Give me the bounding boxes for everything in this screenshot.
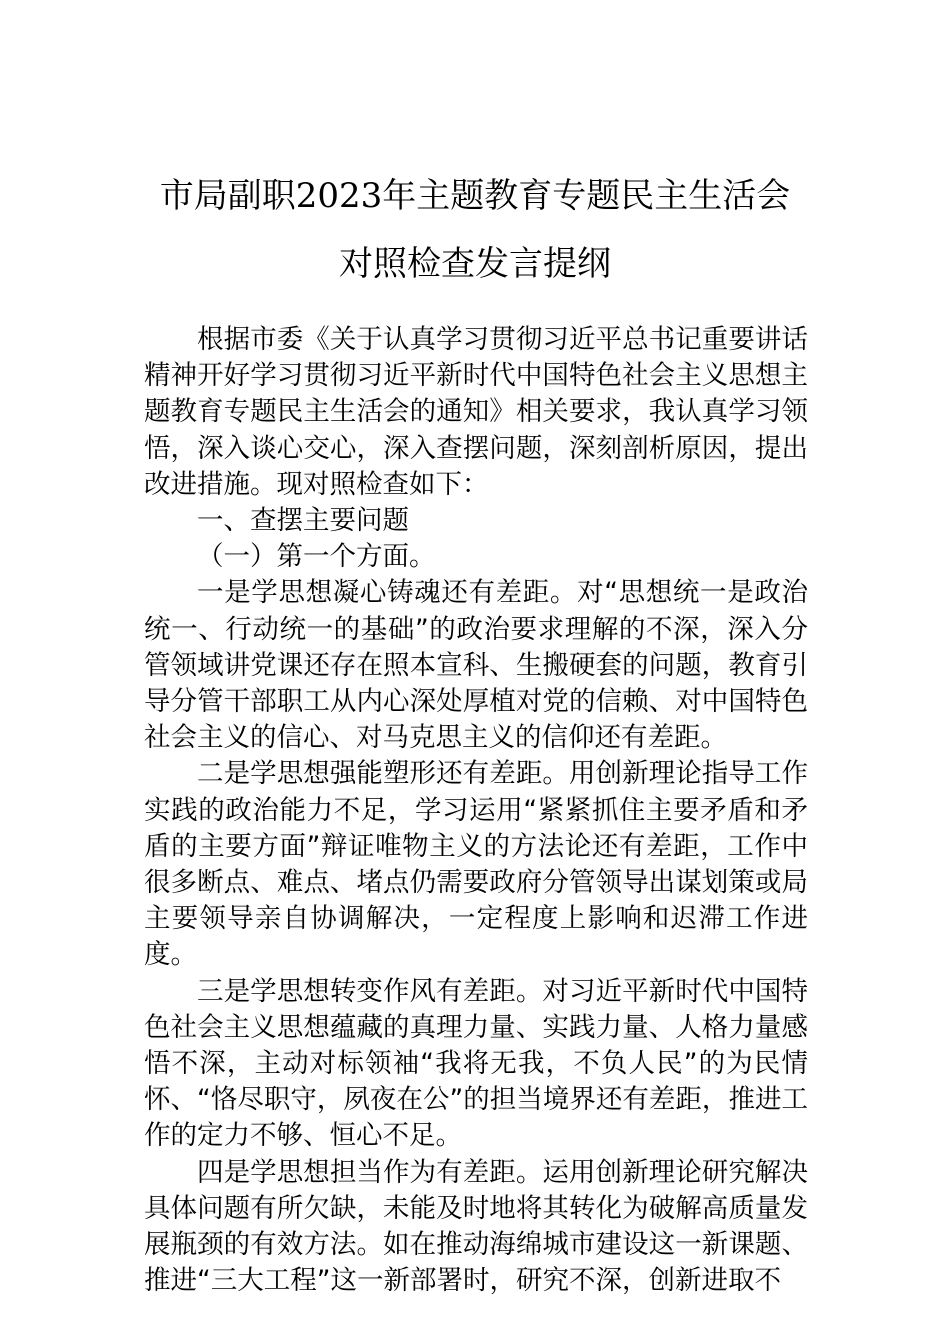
issue-paragraph-1: 一是学思想凝心铸魂还有差距。对“思想统一是政治统一、行动统一的基础”的政治要求理解的不深，深入分管领域讲党课还存在照本宣科、生搬硬套的问题，教育引导分管干部职工从内心深处厚植对党的信赖、对中国特色社会主义的信心、对马克思主义的信仰还有差距。 (144, 577, 808, 754)
title-line-1: 市局副职2023年主题教育专题民主生活会 (159, 176, 791, 216)
issue-paragraph-2: 二是学思想强能塑形还有差距。用创新理论指导工作实践的政治能力不足，学习运用“紧紧抓住主要矛盾和矛盾的主要方面”辩证唯物主义的方法论还有差距，工作中很多断点、难点、堵点仍需要政府分管领导出谋划策或局主要领导亲自协调解决，一定程度上影响和迟滞工作进度。 (144, 758, 808, 971)
intro-paragraph: 根据市委《关于认真学习贯彻习近平总书记重要讲话精神开好学习贯彻习近平新时代中国特色社会主义思想主题教育专题民主生活会的通知》相关要求，我认真学习领悟，深入谈心交心，深入查摆问题，深刻剖析原因，提出改进措施。现对照检查如下： (144, 324, 808, 500)
issue-paragraph-4: 四是学思想担当作为有差距。运用创新理论研究解决具体问题有所欠缺，未能及时地将其转化为破解高质量发展瓶颈的有效方法。如在推动海绵城市建设这一新课题、推进“三大工程”这一新部署时，研究不深，创新进取不 (144, 1156, 808, 1297)
document-title (0, 162, 950, 298)
section-heading: 一、查摆主要问题 (197, 505, 409, 537)
issue-paragraph-3: 三是学思想转变作风有差距。对习近平新时代中国特色社会主义思想蕴藏的真理力量、实践力量、人格力量感悟不深，主动对标领袖“我将无我，不负人民”的为民情怀、“恪尽职守，夙夜在公”的担当境界还有差距，推进工作的定力不够、恒心不足。 (144, 975, 808, 1152)
document-body (144, 322, 808, 1299)
subsection-heading: （一）第一个方面。 (197, 541, 436, 573)
title-line-2: 对照检查发言提纲 (339, 244, 611, 284)
